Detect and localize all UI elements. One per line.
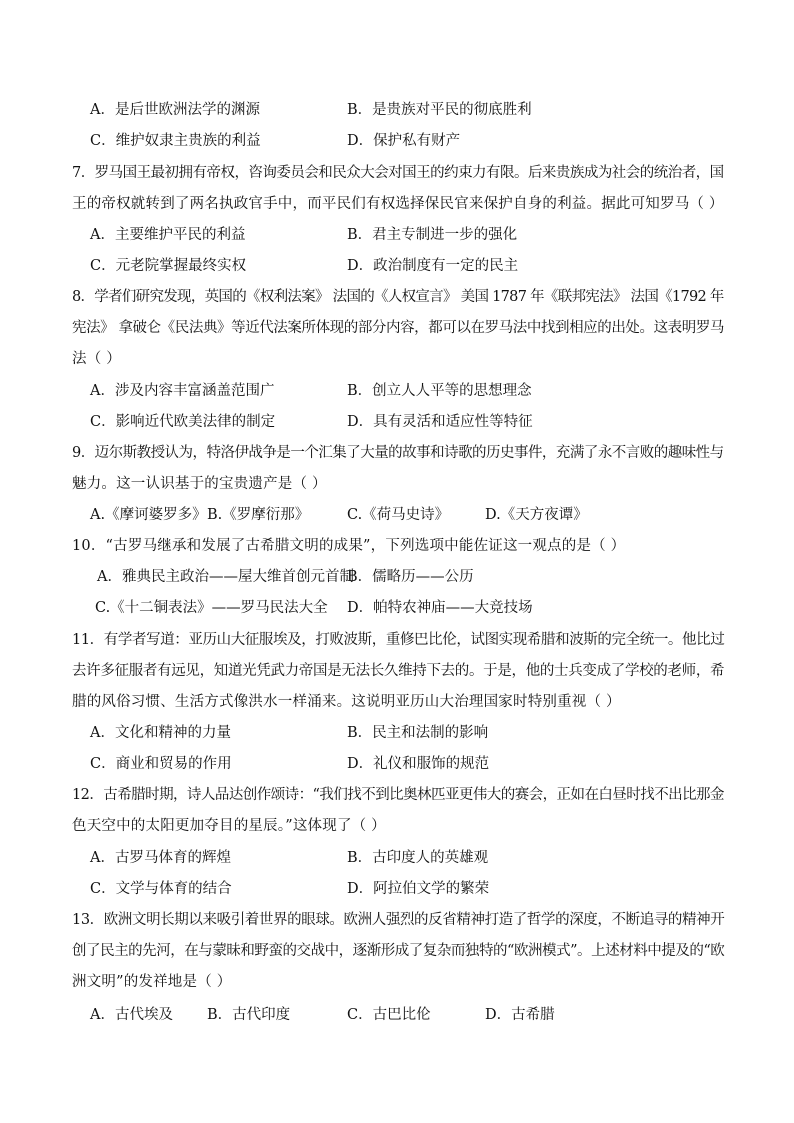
q11-stem-line-2: 去许多征服者有远见，知道光凭武力帝国是无法长久维持下去的。于是，他的士兵变成了学校的老师，希 — [72, 663, 725, 679]
q7-option-d[interactable]: D．政治制度有一定的民主 — [347, 258, 519, 274]
prev-option-c[interactable]: C．维护奴隶主贵族的利益 — [90, 133, 261, 149]
q11-option-c[interactable]: C．商业和贸易的作用 — [90, 756, 232, 772]
q8-option-c[interactable]: C．影响近代欧美法律的制定 — [90, 414, 276, 430]
q11-option-a[interactable]: A．文化和精神的力量 — [90, 725, 231, 741]
q12-stem-line-1: 12．古希腊时期，诗人品达创作颂诗：“我们找不到比奥林匹亚更伟大的赛会，正如在白昼时找不出比那金 — [72, 787, 724, 803]
q11-stem-line-3: 腊的风俗习惯、生活方式像洪水一样涌来。这说明亚历山大治理国家时特别重视（ ） — [72, 694, 621, 710]
q7-stem-line-2: 王的帝权就转到了两名执政官手中，而平民们有权选择保民官来保护自身的利益。据此可知罗马（ ） — [72, 196, 724, 212]
q13-option-b[interactable]: B．古代印度 — [207, 1007, 291, 1023]
q12-option-a[interactable]: A．古罗马体育的辉煌 — [90, 850, 231, 866]
q9-stem-line-2: 魅力。这一认识基于的宝贵遗产是（ ） — [72, 476, 327, 492]
q12-option-c[interactable]: C．文学与体育的结合 — [90, 881, 232, 897]
q9-option-b[interactable]: B.《罗摩衍那》 — [207, 507, 310, 523]
q13-stem-line-3: 洲文明”的发祥地是（ ） — [72, 974, 232, 990]
q7-option-b[interactable]: B．君主专制进一步的强化 — [347, 227, 518, 243]
q13-option-a[interactable]: A．古代埃及 — [90, 1007, 173, 1023]
prev-option-b[interactable]: B．是贵族对平民的彻底胜利 — [347, 102, 532, 118]
q7-option-a[interactable]: A．主要维护平民的利益 — [90, 227, 246, 243]
q9-option-d[interactable]: D.《天方夜谭》 — [485, 507, 588, 523]
q7-stem-line-1: 7．罗马国王最初拥有帝权，咨询委员会和民众大会对国王的约束力有限。后来贵族成为社会的统治者，国 — [72, 165, 724, 181]
q11-stem-line-1: 11．有学者写道：亚历山大征服埃及，打败波斯，重修巴比伦，试图实现希腊和波斯的完全统一。他比过 — [72, 632, 725, 648]
q12-option-b[interactable]: B．古印度人的英雄观 — [347, 850, 489, 866]
q9-stem-line-1: 9．迈尔斯教授认为，特洛伊战争是一个汇集了大量的故事和诗歌的历史事件，充满了永不言败的趣味性与 — [72, 445, 724, 461]
q10-option-d[interactable]: D．帕特农神庙——大竞技场 — [347, 600, 533, 616]
q13-option-c[interactable]: C．古巴比伦 — [347, 1007, 431, 1023]
q9-option-c[interactable]: C.《荷马史诗》 — [347, 507, 450, 523]
q8-stem-line-3: 法（ ） — [72, 351, 121, 367]
q9-option-a[interactable]: A.《摩诃婆罗多》 — [90, 507, 207, 523]
q11-option-d[interactable]: D．礼仪和服饰的规范 — [347, 756, 490, 772]
q8-stem-line-2: 宪法》 拿破仑《民法典》等近代法案所体现的部分内容，都可以在罗马法中找到相应的出处。这表明罗马 — [72, 320, 725, 336]
q10-stem-line-1: 10．“古罗马继承和发展了古希腊文明的成果”，下列选项中能佐证这一观点的是（ ） — [72, 538, 626, 554]
q8-option-a[interactable]: A．涉及内容丰富涵盖范围广 — [90, 383, 275, 399]
q8-option-b[interactable]: B．创立人人平等的思想理念 — [347, 383, 532, 399]
q10-option-a[interactable]: A．雅典民主政治——屋大维首创元首制 — [97, 569, 354, 585]
q13-stem-line-1: 13．欧洲文明长期以来吸引着世界的眼球。欧洲人强烈的反省精神打造了哲学的深度，不断追寻的精神开 — [72, 912, 725, 928]
q8-stem-line-1: 8．学者们研究发现，英国的《权利法案》 法国的《人权宣言》 美国 1787 年《联邦宪法》 法国《1792 年 — [72, 289, 724, 305]
q12-option-d[interactable]: D．阿拉伯文学的繁荣 — [347, 881, 490, 897]
prev-option-a[interactable]: A．是后世欧洲法学的渊源 — [90, 102, 260, 118]
q7-option-c[interactable]: C．元老院掌握最终实权 — [90, 258, 247, 274]
q10-option-c[interactable]: C.《十二铜表法》——罗马民法大全 — [95, 600, 328, 616]
q13-stem-line-2: 创了民主的先河，在与蒙昧和野蛮的交战中，逐渐形成了复杂而独特的“欧洲模式”。上述材料中提及的“欧 — [72, 943, 725, 959]
q11-option-b[interactable]: B．民主和法制的影响 — [347, 725, 489, 741]
q10-option-b[interactable]: B．儒略历——公历 — [347, 569, 474, 585]
q13-option-d[interactable]: D．古希腊 — [485, 1007, 555, 1023]
q8-option-d[interactable]: D．具有灵活和适应性等特征 — [347, 414, 533, 430]
prev-option-d[interactable]: D．保护私有财产 — [347, 133, 461, 149]
q12-stem-line-2: 色天空中的太阳更加夺目的星辰。”这体现了（ ） — [72, 818, 386, 834]
